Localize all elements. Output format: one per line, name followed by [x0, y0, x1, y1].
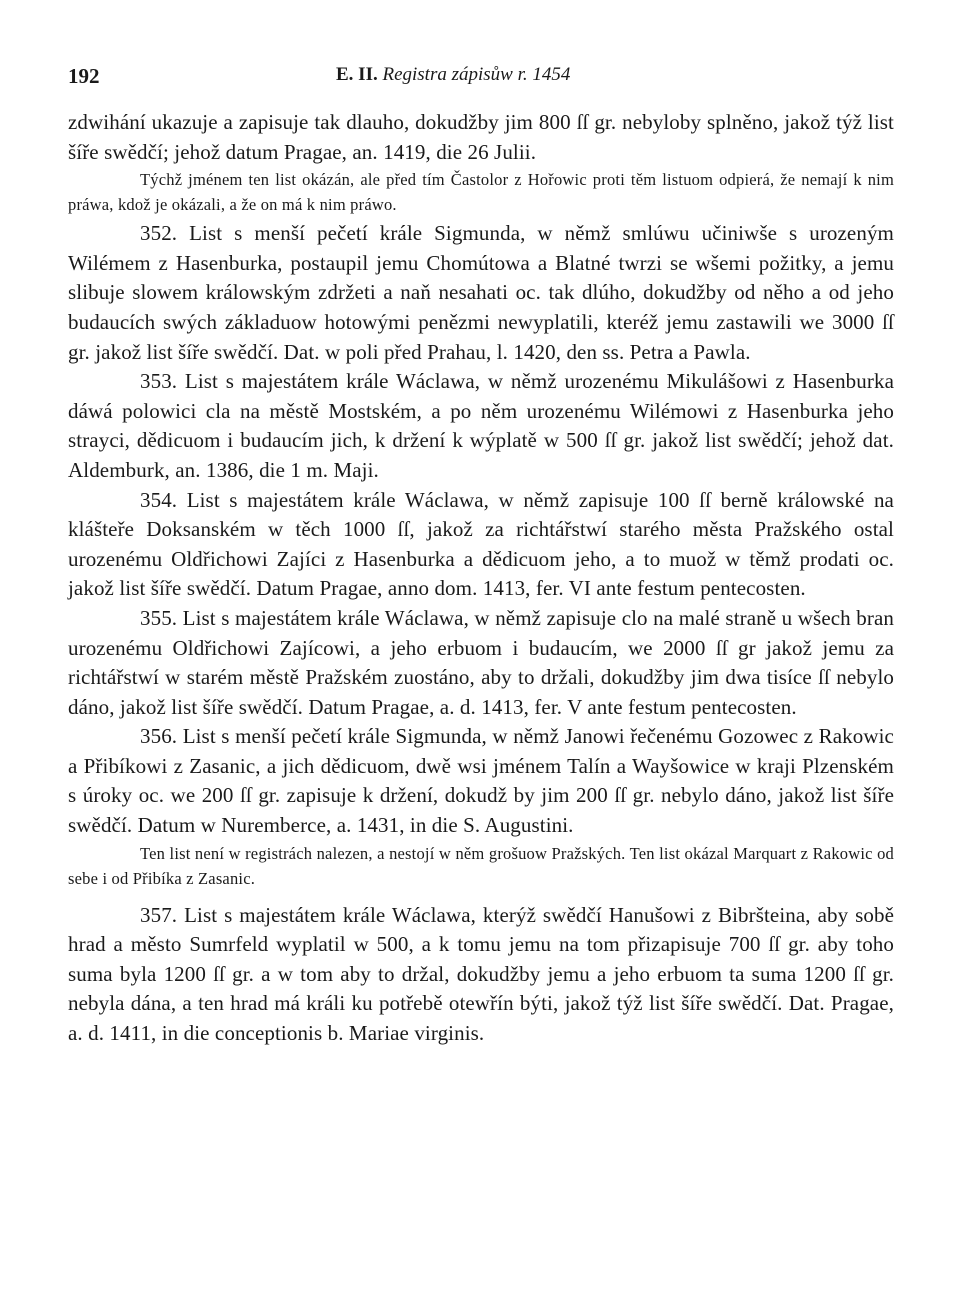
entry-357	[68, 901, 894, 1049]
page-number: 192	[68, 64, 100, 88]
running-head-title: Registra zápisůw r. 1454	[382, 64, 571, 85]
entry-number: 354.	[140, 487, 178, 512]
running-head	[336, 64, 570, 86]
entry-text: List s majestátem krále Wáclawa, w němž zapisuje clo na malé straně u wšech bran urozenému Oldřichowi Zajícowi, a jeho erbuom i budaucím, we 2000 ſſ gr jakož jemu za richtářstwí w starém městě Pražském zuostáno, aby to držali, dokudžby jim dwa tisíce ſſ nebylo dáno, jakož list šíře swědčí. Datum Pragae, a. d. 1413, fer. V ante festum pentecosten.	[68, 605, 894, 719]
page-body	[68, 108, 894, 1049]
page-header	[68, 64, 892, 94]
entry-text: List s menší pečetí krále Sigmunda, w němž smlúwu učiniwše s urozeným Wilémem z Hasenburka, postaupil jemu Chomútowa a Blatné twrzi se wšemi požitky, a jemu slibuje slowem králowským zdržeti a naň nesahati oc. tak dlúho, dokudžby od něho a od jeho budaucích swých základuow hotowými penězmi newyplatili, kteréž jemu zastawili we 3000 ſſ gr. jakož list šíře swědčí. Dat. w poli před Prahau, l. 1420, den ss. Petra a Pawla.	[68, 221, 894, 364]
entry-text: List s menší pečetí krále Sigmunda, w němž Janowi řečenému Gozowec z Rakowic a Přibíkowi z Zasanic, a jich dědicuom, dwě wsi jménem Talín a Wayšowice w kraji Plzenském s úroky oc. we 200 ſſ gr. zapisuje k držení, dokudž by jim 200 ſſ gr. nebylo dáno, jakož list šíře swědčí. Datum w Nuremberce, a. 1431, in die S. Augustini.	[68, 724, 894, 838]
entry-text: List s majestátem krále Wáclawa, w němž zapisuje 100 ſſ berně králowské na klášteře Doksanském w těch 1000 ſſ, jakož za richtářstwí starého města Pražského ostal urozenému Oldřichowi Zajíci z Hasenburka a dědicuom jeho, a to muož w těmž prodati oc. jakož list šíře swědčí. Datum Pragae, anno dom. 1413, fer. VI ante festum pentecosten.	[68, 487, 894, 601]
entry-355	[68, 604, 894, 722]
entry-352	[68, 219, 894, 367]
note-paragraph: Ten list není w registrách nalezen, a nestojí w něm grošuow Pražských. Ten list okázal Marquart z Rakowic od sebe i od Přibíka z Zasanic.	[68, 843, 894, 888]
running-head-prefix: E. II.	[336, 64, 378, 85]
continued-paragraph: zdwihání ukazuje a zapisuje tak dlauho, dokudžby jim 800 ſſ gr. nebyloby splněno, jakož týž list šíře swědčí; jehož datum Pragae, an. 1419, die 26 Julii.	[68, 110, 894, 164]
entry-353	[68, 367, 894, 485]
entry-number: 356.	[140, 724, 178, 749]
entry-356	[68, 722, 894, 840]
entry-number: 353.	[140, 369, 178, 394]
entry-number: 355.	[140, 605, 178, 630]
entry-text: List s majestátem krále Wáclawa, kterýž swědčí Hanušowi z Bibršteina, aby sobě hrad a město Sumrfeld wyplatil w 500, a k tomu jemu na tom přizapisuje 700 ſſ gr. aby toho suma byla 1200 ſſ gr. a w tom aby to držal, dokudžby jemu a jeho erbuom ta suma 1200 ſſ gr. nebyla dána, a ten hrad má králi ku potřebě otewřín býti, jakož týž list šíře swědčí. Dat. Pragae, a. d. 1411, in die conceptionis b. Mariae virginis.	[68, 902, 895, 1046]
entry-number: 357.	[140, 902, 178, 927]
note-paragraph: Týchž jménem ten list okázán, ale před tím Častolor z Hořowic proti těm listuom odpierá, že nemají k nim práwa, kdož je okázali, a že on má k nim práwo.	[68, 170, 894, 215]
entry-354	[68, 486, 894, 604]
entry-text: List s majestátem krále Wáclawa, w němž urozenému Mikulášowi z Hasenburka dáwá polowici cla na městě Mostském, a po něm urozenému Wilémowi z Hasenburka jeho strayci, dědicuom i budaucím jich, k držení k wýplatě w 500 ſſ gr. jakož list swědčí; jehož dat. Aldemburk, an. 1386, die 1 m. Maji.	[68, 369, 894, 482]
entry-number: 352.	[140, 221, 178, 246]
